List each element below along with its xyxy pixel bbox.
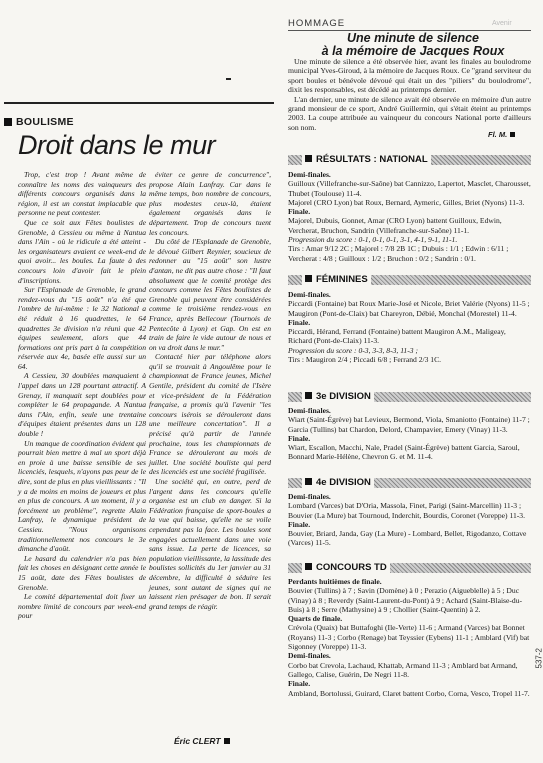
result-heading: Finale. — [288, 433, 311, 443]
result-heading: Finale. — [288, 207, 311, 217]
section-band-national — [288, 155, 531, 165]
signature-text: Fl. M. — [488, 130, 508, 139]
section-label — [302, 561, 390, 574]
hommage-signature — [488, 130, 515, 139]
article-paragraph: Sur l'Esplanade de Grenoble, le grand rendez-vous du "15 août" n'a été que l'ombre de lui-même : le 32 National a été réduit à 16 quadrettes, le 64 quadrettes 3e division n'a réuni que 42 équipes seulement, alors que 44 formations ont pris part à la compétition réservée aux 4e, basée elle aussi sur un 64. — [18, 285, 146, 371]
article-paragraph: Une société qui, en outre, perd de l'argent dans les concours qu'elle organise est un club en danger. Si la Fédération française de sport-boules a la vue qui baisse, qu'elle ne se voile cependant pas la face. Les boules sont engagées actuellement dans une voie sans issue. La perte de licences, sa population vieillissante, la lassitude des boulistes sollicités du 1er janvier au 31 décembre, la difficulté à séduire les jeunes, sont autant de signes qui ne laissent rien présager de bon. Il serait grand temps de réagir. — [149, 477, 271, 611]
section-label — [302, 273, 371, 286]
hommage-title-line-1: Une minute de silence — [347, 31, 479, 45]
article-headline: Droit dans le mur — [18, 130, 216, 160]
hommage-title — [308, 32, 518, 58]
square-bullet-icon — [305, 563, 312, 570]
section-label — [302, 476, 374, 489]
result-line: Piccardi (Fontaine) bat Roux Marie-José et Nicole, Briet Valérie (Nyons) 11-5 ; Maugiron (Pont-de-Claix) bat Chareyron, Débié, Monchal (Morestel) 11-4. — [288, 299, 530, 318]
watermark-text: Avenir — [492, 20, 512, 27]
section-label — [302, 153, 431, 166]
result-heading: Finale. — [288, 679, 311, 689]
result-line: Wiart (Saint-Égrève) bat Levieux, Bermond, Viola, Smaniotto (Fontaine) 11-7 ; Garcia (Tullins) bat Chardon, Delord, Champavier, Emery (Vinay) 11-3. — [288, 415, 530, 434]
article-paragraph: Trop, c'est trop ! Avant même de connaître les noms des vainqueurs des différents concours organisés dans la région, il est un constat implacable que personne ne peut contester. — [18, 170, 146, 218]
article-paragraph: Du côté de l'Esplanade de Grenoble, le dévoué Gilbert Reynier, soucieux de redonner au "15 août" son lustre d'antan, ne dit pas autre chose : "Il faut absolument que le comité protège des concours comme les Fêtes boulistes de Grenoble qui peuvent être considérées comme le troisième rendez-vous en France, après Bellecour (Tournois de Pentecôte à Lyon) et Gap. On est en train de faire le vide autour de nous et on va droit dans le mur." — [149, 237, 271, 352]
section-feminines-results — [288, 290, 531, 364]
article-paragraph: Que ce soit aux Fêtes boulistes de Grenoble, à Cessieu ou même à Nantua dans l'Ain - où le ridicule a été atteint - les organisateurs avaient ce week-end de quoi avoir... les boules. La faute à des concours loin d'avoir fait le plein d'inscriptions. — [18, 217, 146, 285]
section-band-concours-td — [288, 563, 531, 573]
result-heading: Demi-finales. — [288, 406, 331, 415]
result-line: Piccardi, Hérand, Ferrand (Fontaine) battent Maugiron A.M., Maligeay, Richard (Pont-de-Claix) 11-3. — [288, 327, 506, 346]
margin-code: 537-2 — [534, 648, 543, 669]
hommage-body — [288, 57, 531, 132]
square-bullet-icon — [305, 392, 312, 399]
result-line: Crévola (Quaix) bat Buttafoghi (Ile-Verte) 11-6 ; Armand (Varces) bat Bonnet (Royans) 11-3 ; Corbo (Renage) bat Teyssier (Eybens) 11-1 ; Amblard (Vif) bat Sigonney (Voreppe) 11-3. — [288, 623, 530, 652]
byline-author: Éric CLERT — [174, 736, 221, 746]
result-line: Corbo bat Crevola, Lachaud, Khattab, Armand 11-3 ; Amblard bat Armand, Gallego, Calise, Guérin, De Negri 11-8. — [288, 660, 518, 679]
section-label — [302, 390, 374, 403]
kicker-text: BOULISME — [16, 116, 74, 128]
article-column-1 — [18, 170, 146, 755]
result-line: Wiart, Escallon, Macchi, Nale, Pradel (Saint-Égrève) battent Garcia, Saroul, Bonnard Marie-Hélène, Chevron G. et M. 11-4. — [288, 443, 520, 462]
section-band-feminines — [288, 275, 531, 285]
article-byline — [174, 736, 230, 746]
square-bullet-icon — [4, 118, 12, 126]
result-heading: Perdants huitièmes de finale. — [288, 577, 382, 586]
section-label-text: 4e DIVISION — [316, 477, 371, 488]
result-line: Bouvier, Briard, Janda, Gay (La Mure) - Lombard, Bellet, Rigodanzo, Cottave (Varces) 11-5. — [288, 529, 527, 548]
article-paragraph: éviter ce genre de concurrence", propose Alain Lanfray. Car dans le même temps, bon nombre de concours, plus modestes ceux-là, étaient également organisés dans le département. Trop de concours tuent les concours. — [149, 170, 271, 237]
result-line: Ambland, Bortolussi, Guirard, Claret battent Corbo, Corna, Vesco, Tropel 11-7. — [288, 688, 530, 698]
article-paragraph: A Cessieu, 30 doublées manquaient à l'appel dans un 128 pourtant attractif. A Grenay, il manquait sept doublées pour compléter le 64 propagande. A Nantua dans l'Ain, enfin, seule une trentaine d'équipes étaient présentes dans un 128 double ! — [18, 371, 146, 439]
section-label-text: 3e DIVISION — [316, 391, 371, 402]
result-line: Progression du score : 0-1, 0-1, 0-1, 3-1, 4-1, 9-1, 11-1. — [288, 235, 458, 245]
section-concours-td-results — [288, 577, 531, 698]
article-paragraph: Contacté hier par téléphone alors qu'il se trouvait à Angoulême pour le championnat de France jeunes, Michel Gentile, président du comité de l'Isère et vice-président de la Fédération française, a promis qu'à l'avenir "les concours isérois se dérouleront dans une meilleure concertation". Il a précisé qu'à partir de l'année prochaine, tous les championnats de France se dérouleront au mois de juillet. Une société bouliste qui perd des licenciés est une société fragilisée. — [149, 352, 271, 477]
result-heading: Demi-finales. — [288, 651, 331, 661]
hommage-paragraph: Une minute de silence a été observée hier, avant les finales au boulodrome municipal Yves-Giroud, à la mémoire de Jacques Roux. Ce "grand serviteur du sport boules et bénévole dévoué qui était un des "piliers" du boulodrome", dixit les responsables, est décédé au printemps dernier. — [288, 57, 531, 95]
section-label-text: RÉSULTATS : NATIONAL — [316, 154, 428, 165]
result-line: Lombard (Varces) bat D'Oria, Massola, Finet, Parigi (Saint-Marcellin) 11-3 ; Bouvier (La Mure) bat Tournoud, Inderchit, Bourdis, Coronet (Voreppe) 11-3. — [288, 501, 525, 520]
article-paragraph: Un manque de coordination évident qui pourrait bien mettre à mal un sport déjà en proie à une baisse sensible de ses licenciés, lesquels, n'ayons pas peur de le dire, sont de plus en plus vieillissants : "Il y a de moins en moins de joueurs et plus en plus de concours. A un moment, il y a forcément un problème", regrette Alain Lanfray, le dynamique président de Cessieu. "Nous organisons traditionnellement nos concours le 3e dimanche d'août. — [18, 438, 146, 554]
square-bullet-icon — [305, 275, 312, 282]
hommage-title-line-2: à la mémoire de Jacques Roux — [321, 44, 505, 58]
result-heading: Finale. — [288, 519, 311, 529]
hommage-paragraph: L'an dernier, une minute de silence avait été observée en mémoire d'un autre grand monsieur de ce sport, André Guillermin, qui s'était éteint au printemps 2003. La coupe attribuée au vainqueur du concours National porte d'ailleurs son nom. — [288, 94, 531, 132]
hommage-label: HOMMAGE — [288, 18, 346, 29]
result-heading: Finale. — [288, 317, 311, 327]
result-line: Majorel, Dubuis, Gonnet, Amar (CRO Lyon) battent Guilloux, Edwin, Vercherat, Bruchon, Sandrin (Villefranche-sur-Saône) 11-1. — [288, 216, 502, 235]
section-label-text: FÉMININES — [316, 274, 368, 285]
end-square-icon — [224, 738, 230, 744]
square-bullet-icon — [305, 155, 312, 162]
section-label-text: CONCOURS TD — [316, 562, 387, 573]
result-line: Guilloux (Villefranche-sur-Saône) bat Cannizzo, Lapertot, Masclet, Charousset, Thubet (Toulouse) 11-4. — [288, 179, 531, 198]
section-kicker — [4, 116, 74, 128]
article-column-2 — [149, 170, 271, 736]
section-3e-division-results — [288, 406, 531, 462]
result-line: Bouvier (Tullins) à 7 ; Savin (Domène) à 0 ; Perazio (Aigueblelle) à 5 ; Duc (Vinay) à 8 ; Reverdy (Saint-Laurent-du-Pont) à 9 ; Achard (Saint-Blaise-du-Buis) à 8 ; Serre (Mathysine) à 9 ; Chollier (Saint-Quentin) à 2. — [288, 586, 523, 614]
article-paragraph: Le comité départemental doit fixer un nombre limité de concours par week-end pour — [18, 592, 146, 621]
end-square-icon — [510, 132, 515, 137]
section-band-4e-division — [288, 478, 531, 488]
result-line: Majorel (CRO Lyon) bat Roux, Bernard, Aymeric, Gilles, Briet (Nyons) 11-3. — [288, 197, 525, 207]
result-heading: Demi-finales. — [288, 492, 331, 501]
article-paragraph: Le hasard du calendrier n'a pas bien fait les choses en désignant cette année le 15 août, date des Fêtes boulistes de Grenoble. — [18, 553, 146, 592]
result-heading: Demi-finales. — [288, 290, 331, 299]
result-line: Tirs : Maugiron 2/4 ; Piccadi 6/8 ; Ferrand 2/3 1C. — [288, 355, 442, 365]
result-line: Tirs : Amar 9/12 2C ; Majorel : 7/8 2B 1C ; Dubuis : 1/1 ; Edwin : 6/11 ; Vercherat : 4/8 ; Guilloux : 1/2 ; Bruchon : 0/2 ; Sandrin : 0/1. — [288, 244, 509, 263]
results-column — [278, 0, 543, 763]
top-rule — [4, 102, 274, 104]
section-band-3e-division — [288, 392, 531, 402]
result-line: Progression du score : 0-3, 3-3, 8-3, 11-3 ; — [288, 345, 418, 355]
result-heading: Demi-finales. — [288, 170, 331, 179]
square-bullet-icon — [305, 478, 312, 485]
article-droit-dans-le-mur — [4, 102, 274, 757]
decorative-dash — [226, 78, 231, 80]
section-4e-division-results — [288, 492, 531, 548]
section-national-results — [288, 170, 531, 263]
result-heading: Quarts de finale. — [288, 614, 343, 624]
